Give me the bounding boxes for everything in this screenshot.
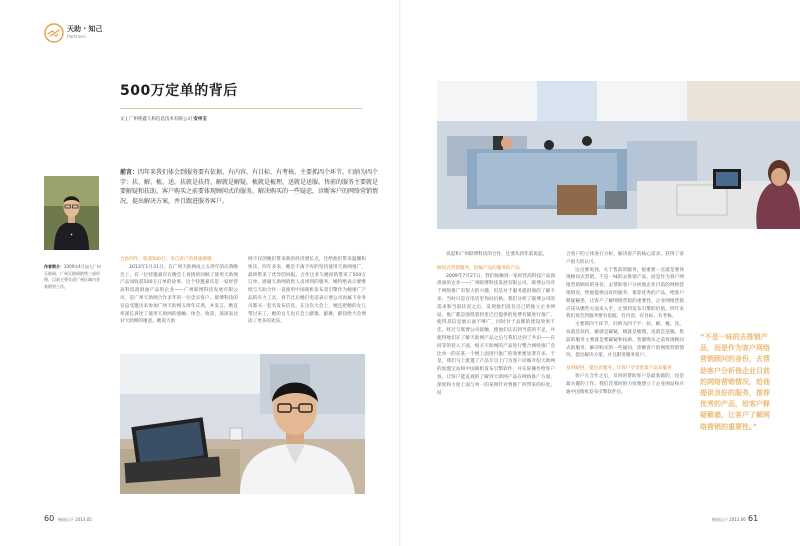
brand-subtitle: Partners [67,35,86,40]
right-page-number: 61 [748,514,759,523]
brand-title: 天助 · 知己 [67,25,103,33]
title-divider [120,108,362,109]
section-subhead: 及时跟进，提出式服务，让客户享受优质产品及服务 [566,366,672,372]
handshake-logo-icon [44,23,64,43]
lead-text: 四年来我们体会到服务要有依据、有内容、有目标、有考核。主要抓四个环节，归纳为四个字：扶、解、梳、送，扶就是扶持，解就是解疑，梳就是梳理，送就是送服。售前的服务主要就是要解疑和扶助。客户购买之前要体现顾问式的服务，解决购买的一些疑虑，诊断客户的网络营销情况，提出解决方案，并且跟进服务客户。 [120,169,379,205]
caption-text: 2009年4月加入广州天助网，广州天助网销售三部经理，目前主要负责广州区域内业务销售工作。 [44,264,101,289]
lead-paragraph [120,168,382,206]
right-column-2 [566,251,684,396]
section-subhead: 顾问式营销服务，挖掘产品的服务的产品 [437,265,520,271]
body-paragraph: 主要抓四个环节，归纳为四个字：扶、解、梳、送，扶就是扶持，解就是解疑，梳就是梳理，送就是送服。售前的服务主要就是要解疑和扶助。客服购买之前体现顾问式的服务，解决购买的一些疑问，诊断客户的网络营销情况，提出解决方案，并且跟进服务客户。 [566,322,684,359]
body-paragraph: 网不仅创她们带来新的经济增长点，还给他们带来温馨和快乐，四年多来，她是不离不弃的坚持使用天助网推广，最终带来了优异的回报。合作这多久她初新带来了500万订单，感谢天助网销售人员周到的服务，她特绝表示要继续与天助合作一直使用中国商机发布双引擎作为她推广产品的有力工具，春节过后她打电话表示要公司再属下业务员都买一套名发布信息。在这次大会上，她还把她的女儿带过来了，她的女儿也在会上献歌、献舞，献技给大会增添了更多的欢乐。 [248,257,366,325]
office-photo-right [437,81,800,229]
left-column-1 [120,256,238,326]
author-caption [44,264,102,290]
svg-text:✦: ✦ [69,232,74,237]
article-title: 500万定单的背后 [120,83,238,99]
right-magazine-name: 指南山下 2013.06 [712,517,746,522]
page-gutter [399,0,401,546]
left-column-2 [248,256,366,326]
byline-prefix: 文 | 广州筷鑫人和信息技术有限公司 [120,117,192,122]
byline-author: 安申玉 [193,117,207,122]
right-column-1 [437,251,555,397]
left-page-number: 60 [44,514,55,523]
body-paragraph: 2009年7月27日，我们接触到一家经营高科技产品润滑油的企业——广州联博科技发展有限公司，联博公司对于网络推广有很大的兴趣，但是对于服务提供商的了解不多，当时只是在电话里询问价格。我们分析了联博公司的需求和当前状况之后，发现他们没有自己的独立企业网站，推广都是围绕着阿里巴巴提供的免费有铺进行推广，使得其信息展示面不够广，同时对于品牌的建设效果不佳，经过与联博公司接触，使他们认识到当前的不足，并使得他们在了解天助网产品之后与我们达到了共识——在同等的投入下面，购买天助网的产品进行整合网络推广会比单一的在某一个网上面进行推广的效果要显著许多。于是，我们马上派遣了产品专员上门为客户详细介绍天助网的加盟宝站和中国商机发布引擎软件，并实际操作给客户看，让客户能直观的了解到天助网产品在网络推广方面，深度和力度上面与单一的某网针对费推广所带来的好处。结 [437,273,555,396]
pull-quote: “不是一味的去推销产品，而是作为客户网络营销顾问的身份，去帮助客户分析他企业目前的网络营销情况，给他提供良好的服务，推荐优秀的产品，给客户释疑解惑，让客户了解网络营销的重要性。” [700,333,770,431]
byline [120,116,207,122]
lead-label: 前言： [120,169,139,176]
caption-label: 作者简介： [44,264,64,269]
left-magazine-name: 指南山下 2013.05 [58,517,92,522]
body-paragraph: 说起和广州联博科技的合作，还要从四年前说起。 [446,252,548,257]
office-photo-left [120,354,365,494]
body-paragraph: 这点要说到，关于售前的服务，很重要一点就是要体现顾问式营销，不是一味的去推销产品，而是作为客户网络营销顾问的身份，去帮助客户分析他企业目前的网络营销情况，给他提供良好的服务，推荐优秀的产品，给客户释疑解惑，让客户了解网络营销的重要性，企业网络营销应该从哪些方面来入手，让到到发布引擎的价值。四年来我们体会到服务要有依据，有内容、有目标、有考核。 [566,267,684,320]
body-paragraph: 2013年1月31日，在广州天助网成立五周年的庆典晚会上，有一位特邀嘉宾在晚会上真情的回顾了使用天助网产品而收获500万订单的故事，这个特邀嘉宾是一家经营高科技润滑油产品的企业——广州联博科技发展有限公司，是广州天助网合作多年的一位忠实客户。联博科技的宣总受邀出来参加广州天助网五周年庆典，并发言，她直率深长诉述了使用天助网的感触、体会、收获，深深表达对天助网的谢意。她说天助 [120,264,238,325]
author-portrait [44,176,99,250]
section-subhead: 合作四年，收获500万，来自客户的真诚感谢 [120,257,212,262]
body-paragraph: 合客户的立体进行分析，解决客户的核心需求，获得了客户很大的认可。 [566,252,684,265]
body-paragraph: 客户在合作之后，及时的帮助客户是最基础的，也是最关键的工作。我们首那时的力度便建立了企业网站和开通中国商机发布引擎软件后， [566,373,684,395]
